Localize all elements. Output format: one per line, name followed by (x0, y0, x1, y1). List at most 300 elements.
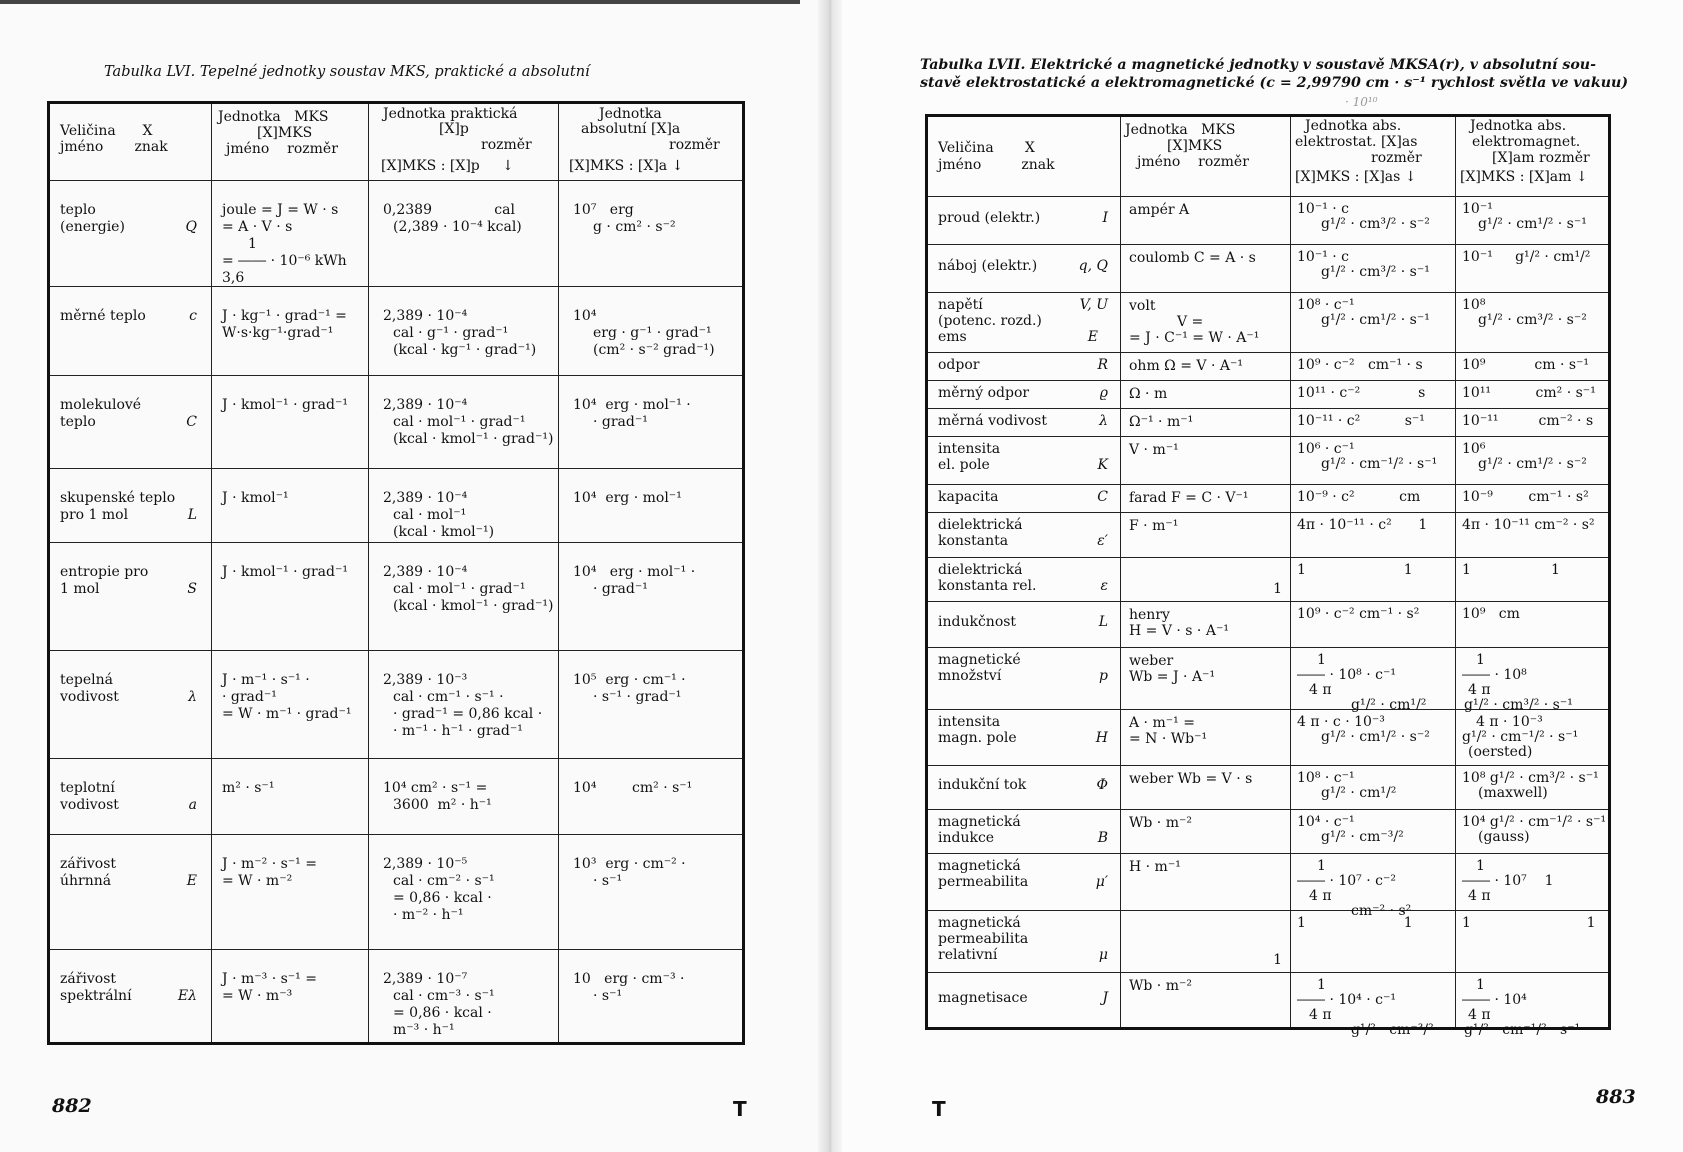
mks-unit-line: weber (1129, 653, 1174, 669)
electrostatic-unit-line: g¹/² · cm¹/² (1351, 697, 1427, 713)
electrostatic-unit-line: g¹/² · cm⁻¹/² · s⁻¹ (1321, 456, 1438, 472)
mks-unit-cell (1121, 810, 1291, 854)
header-mks-line: [X]MKS (1167, 138, 1223, 154)
electromagnetic-unit-line: 10⁸ (1462, 297, 1486, 313)
header-absolute-line: absolutní [X]a (581, 121, 681, 137)
absolute-unit-cell (559, 376, 744, 469)
table-row (49, 543, 744, 651)
quantity-symbol: λ (188, 689, 197, 705)
electrostatic-unit-line: 4π · 10⁻¹¹ · c² 1 (1297, 517, 1428, 533)
electrostatic-unit-line: g¹/² · cm⁻³/² (1351, 1022, 1434, 1038)
quantity-symbol: C (186, 414, 197, 430)
top-edge-bar (0, 0, 800, 4)
mks-unit-cell (212, 651, 369, 759)
practical-unit-cell (369, 543, 559, 651)
electromagnetic-unit-line: 1 (1476, 977, 1485, 993)
electromagnetic-unit-line: g¹/² · cm⁻¹/² · s⁻¹ (1462, 729, 1579, 745)
absolute-unit-line: 10⁵ erg · cm⁻¹ · (573, 672, 686, 688)
quantity-name: (potenc. rozd.) (938, 313, 1042, 329)
quantity-cell (927, 245, 1121, 293)
mks-unit-cell (1121, 911, 1291, 973)
practical-unit-cell (369, 469, 559, 543)
quantity-symbol: L (1098, 614, 1108, 630)
electrostatic-unit-cell (1291, 810, 1456, 854)
electromagnetic-unit-cell (1456, 558, 1610, 602)
electromagnetic-unit-line: 4 π (1468, 682, 1491, 698)
quantity-name: dielektrická (938, 562, 1023, 578)
electromagnetic-unit-cell (1456, 513, 1610, 558)
header-practical-line: Jednotka praktická (383, 106, 518, 122)
quantity-cell (927, 197, 1121, 245)
header-mks-line: jméno rozměr (1137, 154, 1249, 170)
quantity-symbol: C (1097, 489, 1108, 505)
quantity-cell (49, 543, 212, 651)
practical-unit-line: 10⁴ cm² · s⁻¹ = (383, 780, 488, 796)
electrostatic-unit-line: ―― · 10⁴ · c⁻¹ (1297, 992, 1396, 1008)
electrostatic-unit-cell (1291, 558, 1456, 602)
mks-unit-line: weber Wb = V · s (1129, 771, 1253, 787)
header-row (49, 103, 744, 181)
right-title-line-1: Tabulka LVII. Elektrické a magnetické jednotky v soustavě MKSA(r), v absolutní sou- (920, 57, 1597, 73)
absolute-unit-line: 10 erg · cm⁻³ · (573, 971, 685, 987)
electrostatic-unit-line: g¹/² · cm⁻³/² (1321, 829, 1404, 845)
header-mks-line: jméno rozměr (226, 141, 338, 157)
quantity-name: odpor (938, 357, 980, 373)
mks-unit-cell (1121, 353, 1291, 381)
electromagnetic-unit-line: (gauss) (1478, 829, 1530, 845)
practical-unit-line: 2,389 · 10⁻⁴ (383, 490, 468, 506)
header-mks (212, 103, 369, 181)
electromagnetic-unit-cell (1456, 810, 1610, 854)
quantity-name: proud (elektr.) (938, 210, 1041, 226)
quantity-name: permeabilita (938, 874, 1029, 890)
practical-unit-line: · grad⁻¹ = 0,86 kcal · (393, 706, 543, 722)
table-row (49, 287, 744, 376)
electromagnetic-unit-line: g¹/² · cm¹/² · s⁻² (1478, 456, 1587, 472)
practical-unit-line: cal · mol⁻¹ · grad⁻¹ (393, 414, 526, 430)
electromagnetic-unit-cell (1456, 854, 1610, 911)
quantity-symbol: p (1099, 668, 1108, 684)
table-row (927, 766, 1610, 810)
practical-unit-line: m⁻³ · h⁻¹ (393, 1022, 455, 1038)
electrostatic-unit-line: g¹/² · cm³/² · s⁻¹ (1321, 264, 1430, 280)
mks-unit-cell (1121, 245, 1291, 293)
quantity-cell (927, 513, 1121, 558)
mks-unit-line: joule = J = W · s (222, 202, 339, 218)
mks-unit-cell (1121, 513, 1291, 558)
practical-unit-cell (369, 759, 559, 835)
electrostatic-unit-line: 10¹¹ · c⁻² s (1297, 385, 1426, 401)
mks-unit-line: 1 (248, 236, 257, 252)
electromagnetic-unit-line: 1 (1476, 652, 1485, 668)
left-table-title: Tabulka LVI. Tepelné jednotky soustav MKS, praktické a absolutní (104, 64, 590, 80)
left-page-number: 882 (52, 1095, 92, 1117)
mks-unit-cell (1121, 854, 1291, 911)
electrostatic-unit-cell (1291, 353, 1456, 381)
header-electrostatic-line: elektrostat. [X]as (1295, 134, 1418, 150)
electromagnetic-unit-line: 4π · 10⁻¹¹ cm⁻² · s² (1462, 517, 1595, 533)
quantity-cell (49, 651, 212, 759)
mks-unit-line: H · m⁻¹ (1129, 859, 1181, 875)
mks-unit-cell (1121, 437, 1291, 485)
mks-unit-cell (212, 543, 369, 651)
electromagnetic-unit-line: ―― · 10⁴ (1462, 992, 1527, 1008)
quantity-symbol: q, Q (1078, 258, 1108, 274)
quantity-name: magnetická (938, 858, 1021, 874)
electromagnetic-unit-cell (1456, 648, 1610, 713)
left-page-marker: T (733, 1097, 747, 1121)
practical-unit-line: · m⁻² · h⁻¹ (393, 907, 464, 923)
absolute-unit-cell (559, 543, 744, 651)
header-practical (369, 103, 559, 181)
quantity-name: skupenské teplo (60, 490, 176, 506)
electrostatic-unit-line: 10⁹ · c⁻² cm⁻¹ · s (1297, 357, 1423, 373)
absolute-unit-cell (559, 469, 744, 543)
mks-unit-line: = W · m⁻³ (222, 988, 293, 1004)
electrostatic-unit-cell (1291, 766, 1456, 810)
absolute-unit-line: · grad⁻¹ (593, 581, 648, 597)
electrostatic-unit-cell (1291, 197, 1456, 245)
electromagnetic-unit-cell (1456, 293, 1610, 353)
quantity-cell (927, 854, 1121, 911)
mks-unit-cell (1121, 197, 1291, 245)
header-absolute-line: rozměr (669, 137, 720, 153)
mks-unit-line: volt (1129, 298, 1156, 314)
electromagnetic-unit-line: 10⁻¹¹ cm⁻² · s (1462, 413, 1594, 429)
quantity-name: spektrální (60, 988, 132, 1004)
mks-unit-cell (1121, 766, 1291, 810)
electrostatic-unit-line: 10⁸ · c⁻¹ (1297, 297, 1355, 313)
table-row (49, 651, 744, 759)
quantity-symbol: Eλ (177, 988, 197, 1004)
absolute-unit-line: 10³ erg · cm⁻² · (573, 856, 686, 872)
header-practical-line: [X]p (439, 121, 469, 137)
header-electromagnetic-line: [X]MKS : [X]am ↓ (1460, 169, 1588, 185)
header-electromagnetic-line: [X]am rozměr (1492, 150, 1590, 166)
table-row (927, 648, 1610, 710)
electrostatic-unit-cell (1291, 513, 1456, 558)
electromagnetic-unit-line: 4 π (1468, 888, 1491, 904)
practical-unit-line: cal · mol⁻¹ (393, 507, 467, 523)
table-row (49, 759, 744, 835)
electrostatic-unit-cell (1291, 602, 1456, 648)
practical-unit-line: 2,389 · 10⁻⁵ (383, 856, 468, 872)
mks-unit-line: = N · Wb⁻¹ (1129, 731, 1208, 747)
mks-unit-cell (212, 287, 369, 376)
header-mks-line: [X]MKS (257, 125, 313, 141)
electrostatic-unit-line: ―― · 10⁷ · c⁻² (1297, 873, 1396, 889)
mks-unit-line: J · kmol⁻¹ · grad⁻¹ (222, 397, 348, 413)
electromagnetic-unit-cell (1456, 485, 1610, 513)
quantity-name: indukce (938, 830, 995, 846)
electrostatic-unit-cell (1291, 854, 1456, 919)
table-row (927, 513, 1610, 558)
mks-unit-line: J · kg⁻¹ · grad⁻¹ = (222, 308, 347, 324)
quantity-name: molekulové (60, 397, 142, 413)
electrostatic-unit-cell (1291, 437, 1456, 485)
right-page-marker: T (932, 1097, 946, 1121)
book-gutter (818, 0, 842, 1152)
mks-unit-line: farad F = C · V⁻¹ (1129, 490, 1249, 506)
table-row (927, 973, 1610, 1029)
electrostatic-unit-line: 1 1 (1297, 915, 1413, 931)
mks-unit-line: = A · V · s (222, 219, 293, 235)
electrostatic-unit-line: 4 π (1309, 682, 1332, 698)
electrostatic-unit-line: 1 1 (1297, 562, 1413, 578)
electrostatic-unit-cell (1291, 245, 1456, 293)
practical-unit-line: · m⁻¹ · h⁻¹ · grad⁻¹ (393, 723, 523, 739)
quantity-cell (927, 353, 1121, 381)
quantity-name: entropie pro (60, 564, 149, 580)
electrostatic-unit-cell (1291, 409, 1456, 437)
absolute-unit-line: 10⁴ cm² · s⁻¹ (573, 780, 693, 796)
mks-unit-line: Ω⁻¹ · m⁻¹ (1129, 414, 1194, 430)
mks-unit-line: H = V · s · A⁻¹ (1129, 623, 1229, 639)
quantity-name: el. pole (938, 457, 990, 473)
absolute-unit-line: 10⁴ erg · mol⁻¹ (573, 490, 682, 506)
practical-unit-line: 3600 m² · h⁻¹ (393, 797, 492, 813)
table-row (927, 381, 1610, 409)
right-title-line-2: stavě elektrostatické a elektromagnetické (c = 2,99790 cm · s⁻¹ rychlost světla ve vakuu) (920, 75, 1629, 91)
practical-unit-line: (2,389 · 10⁻⁴ kcal) (393, 219, 522, 235)
quantity-name: magn. pole (938, 730, 1017, 746)
quantity-name: měrná vodivost (938, 413, 1047, 429)
header-electrostatic-line: Jednotka abs. (1305, 118, 1402, 134)
electromagnetic-unit-cell (1456, 409, 1610, 437)
table-row (927, 409, 1610, 437)
mks-unit-cell (1121, 485, 1291, 513)
electrostatic-unit-cell (1291, 973, 1456, 1038)
practical-unit-cell (369, 376, 559, 469)
header-quantity-line: jméno znak (60, 139, 168, 155)
electromagnetic-unit-cell (1456, 973, 1610, 1038)
practical-unit-line: (kcal · kmol⁻¹ · grad⁻¹) (393, 431, 554, 447)
practical-unit-line: = 0,86 · kcal · (393, 1005, 492, 1021)
electromagnetic-unit-cell (1456, 353, 1610, 381)
quantity-symbol: V, U (1079, 297, 1108, 313)
quantity-symbol: μ (1098, 947, 1108, 963)
quantity-name: měrné teplo (60, 308, 146, 324)
practical-unit-cell (369, 181, 559, 287)
mks-unit-line: Wb · m⁻² (1129, 978, 1192, 994)
electrostatic-unit-line: 4 π (1309, 888, 1332, 904)
quantity-symbol: I (1102, 210, 1108, 226)
header-practical-line: rozměr (481, 137, 532, 153)
practical-unit-cell (369, 835, 559, 950)
table-row (927, 710, 1610, 766)
quantity-cell (49, 950, 212, 1044)
table-row (49, 469, 744, 543)
quantity-name: magnetická (938, 814, 1021, 830)
right-page-number: 883 (1596, 1086, 1636, 1108)
header-electrostatic-line: [X]MKS : [X]as ↓ (1295, 169, 1417, 185)
electromagnetic-unit-line: 1 1 (1462, 562, 1560, 578)
electromagnetic-unit-cell (1456, 710, 1610, 766)
electrostatic-unit-line: g¹/² · cm³/² · s⁻² (1321, 216, 1430, 232)
header-absolute (559, 103, 744, 181)
electrostatic-unit-line: ―― · 10⁸ · c⁻¹ (1297, 667, 1396, 683)
table-row (49, 835, 744, 950)
electromagnetic-unit-line: 10⁻⁹ cm⁻¹ · s² (1462, 489, 1589, 505)
electromagnetic-unit-line: 10⁴ g¹/² · cm⁻¹/² · s⁻¹ (1462, 814, 1607, 830)
electromagnetic-unit-line: 10⁹ cm (1462, 606, 1520, 622)
header-mks-line: Jednotka MKS (1125, 122, 1236, 138)
mks-unit-line: J · m⁻³ · s⁻¹ = (222, 971, 317, 987)
mks-unit-line: A · m⁻¹ = (1129, 715, 1195, 731)
absolute-unit-line: 10⁷ erg (573, 202, 634, 218)
practical-unit-line: cal · mol⁻¹ · grad⁻¹ (393, 581, 526, 597)
table-row (49, 376, 744, 469)
electrostatic-unit-line: g¹/² · cm¹/² · s⁻² (1321, 729, 1430, 745)
practical-unit-cell (369, 651, 559, 759)
electromagnetic-unit-cell (1456, 602, 1610, 648)
absolute-unit-line: g · cm² · s⁻² (593, 219, 676, 235)
mks-unit-line: · grad⁻¹ (222, 689, 277, 705)
electrostatic-unit-line: 10⁻¹ · c (1297, 249, 1350, 265)
absolute-unit-line: (cm² · s⁻² grad⁻¹) (593, 342, 715, 358)
mks-unit-line: W·s·kg⁻¹·grad⁻¹ (222, 325, 334, 341)
quantity-name: intensita (938, 714, 1001, 730)
quantity-name: pro 1 mol (60, 507, 129, 523)
header-row (927, 116, 1610, 197)
header-quantity-line: jméno znak (938, 157, 1055, 173)
quantity-symbol: K (1097, 457, 1108, 473)
electrostatic-unit-line: 10⁶ · c⁻¹ (1297, 441, 1355, 457)
electromagnetic-unit-line: 4 π · 10⁻³ (1476, 714, 1543, 730)
mks-unit-line: ohm Ω = V · A⁻¹ (1129, 358, 1243, 374)
quantity-name: konstanta (938, 533, 1009, 549)
electrostatic-unit-cell (1291, 710, 1456, 766)
electromagnetic-unit-line: 10⁻¹ (1462, 201, 1493, 217)
quantity-symbol: R (1097, 357, 1108, 373)
practical-unit-line: cal · g⁻¹ · grad⁻¹ (393, 325, 509, 341)
electromagnetic-unit-line: 10⁻¹ g¹/² · cm¹/² (1462, 249, 1591, 265)
quantity-name: (energie) (60, 219, 125, 235)
mks-unit-cell (1121, 409, 1291, 437)
electromagnetic-unit-line: 1 (1476, 858, 1485, 874)
mks-unit-cell (1121, 293, 1291, 353)
table-row (927, 485, 1610, 513)
practical-unit-cell (369, 950, 559, 1044)
quantity-cell (927, 485, 1121, 513)
quantity-cell (49, 469, 212, 543)
right-table-title (920, 56, 1628, 92)
mks-unit-cell (212, 950, 369, 1044)
mks-unit-line: = W · m⁻² (222, 873, 293, 889)
quantity-name: relativní (938, 947, 998, 963)
absolute-unit-cell (559, 759, 744, 835)
quantity-name: dielektrická (938, 517, 1023, 533)
quantity-cell (49, 835, 212, 950)
quantity-name: konstanta rel. (938, 578, 1037, 594)
electromagnetic-unit-cell (1456, 911, 1610, 973)
table-row (927, 854, 1610, 911)
quantity-symbol: c (189, 308, 197, 324)
header-electromagnetic (1456, 116, 1610, 197)
mks-unit-line: 1 (1273, 952, 1282, 968)
electromagnetic-unit-line: g¹/² · cm⁻¹/² · s⁻¹ (1464, 1022, 1581, 1038)
mks-unit-line: V = (1177, 314, 1204, 330)
mks-unit-line: = W · m⁻¹ · grad⁻¹ (222, 706, 352, 722)
electromagnetic-unit-line: 4 π (1468, 1007, 1491, 1023)
absolute-unit-line: · s⁻¹ (593, 988, 623, 1004)
absolute-unit-line: erg · g⁻¹ · grad⁻¹ (593, 325, 712, 341)
quantity-symbol: μ′ (1095, 874, 1108, 890)
quantity-cell (927, 911, 1121, 973)
quantity-symbol: λ (1099, 413, 1108, 429)
quantity-symbol: a (188, 797, 197, 813)
mks-unit-line: m² · s⁻¹ (222, 780, 275, 796)
table-row (927, 810, 1610, 854)
electrostatic-unit-line: 4 π (1309, 1007, 1332, 1023)
quantity-name: teplotní (60, 780, 115, 796)
absolute-unit-cell (559, 950, 744, 1044)
electrostatic-unit-cell (1291, 911, 1456, 973)
quantity-cell (927, 381, 1121, 409)
quantity-cell (927, 558, 1121, 602)
mks-unit-cell (212, 469, 369, 543)
electrostatic-unit-line: 4 π · c · 10⁻³ (1297, 714, 1385, 730)
quantity-name: kapacita (938, 489, 999, 505)
quantity-cell (927, 602, 1121, 648)
practical-unit-line: 2,389 · 10⁻⁴ (383, 564, 468, 580)
quantity-name: permeabilita (938, 931, 1029, 947)
quantity-name: vodivost (60, 689, 119, 705)
quantity-cell (927, 973, 1121, 1029)
quantity-symbol: ε′ (1097, 533, 1108, 549)
absolute-unit-line: 10⁴ erg · mol⁻¹ · (573, 564, 696, 580)
mks-unit-line: F · m⁻¹ (1129, 518, 1179, 534)
electromagnetic-unit-line: 10⁹ cm · s⁻¹ (1462, 357, 1590, 373)
mks-unit-line: ampér A (1129, 202, 1190, 218)
practical-unit-line: (kcal · kg⁻¹ · grad⁻¹) (393, 342, 537, 358)
quantity-name: teplo (60, 414, 96, 430)
practical-unit-line: 0,2389 cal (383, 202, 515, 218)
mks-unit-cell (1121, 602, 1291, 648)
practical-unit-line: (kcal · kmol⁻¹ · grad⁻¹) (393, 598, 554, 614)
header-quantity (49, 103, 212, 181)
electrostatic-unit-line: g¹/² · cm¹/² (1321, 785, 1397, 801)
electrostatic-unit-line: 10⁸ · c⁻¹ (1297, 770, 1355, 786)
electromagnetic-unit-line: 1 1 (1462, 915, 1596, 931)
electromagnetic-unit-line: (oersted) (1468, 744, 1533, 760)
mks-unit-line: J · m⁻¹ · s⁻¹ · (222, 672, 310, 688)
quantity-name: zářivost (60, 856, 117, 872)
electrostatic-unit-line: 10⁹ · c⁻² cm⁻¹ · s² (1297, 606, 1420, 622)
electrostatic-unit-line: cm⁻² · s² (1351, 903, 1412, 919)
electromagnetic-units-table (925, 114, 1611, 1038)
practical-unit-line: = 0,86 · kcal · (393, 890, 492, 906)
electromagnetic-unit-cell (1456, 381, 1610, 409)
electromagnetic-unit-line: g¹/² · cm¹/² · s⁻¹ (1478, 216, 1587, 232)
electrostatic-unit-cell (1291, 485, 1456, 513)
electromagnetic-unit-cell (1456, 197, 1610, 245)
mks-unit-line: Ω · m (1129, 386, 1168, 402)
quantity-cell (927, 766, 1121, 810)
electrostatic-unit-line: 10⁻¹¹ · c² s⁻¹ (1297, 413, 1425, 429)
header-absolute-line: [X]MKS : [X]a ↓ (569, 158, 684, 174)
electrostatic-unit-line: 1 (1317, 977, 1326, 993)
mks-unit-line: henry (1129, 607, 1170, 623)
quantity-symbol: L (187, 507, 197, 523)
practical-unit-cell (369, 287, 559, 376)
mks-unit-line: V · m⁻¹ (1129, 442, 1179, 458)
practical-unit-line: cal · cm⁻³ · s⁻¹ (393, 988, 495, 1004)
quantity-name: napětí (938, 297, 983, 313)
table-row (927, 437, 1610, 485)
header-quantity (927, 116, 1121, 197)
quantity-name: vodivost (60, 797, 119, 813)
